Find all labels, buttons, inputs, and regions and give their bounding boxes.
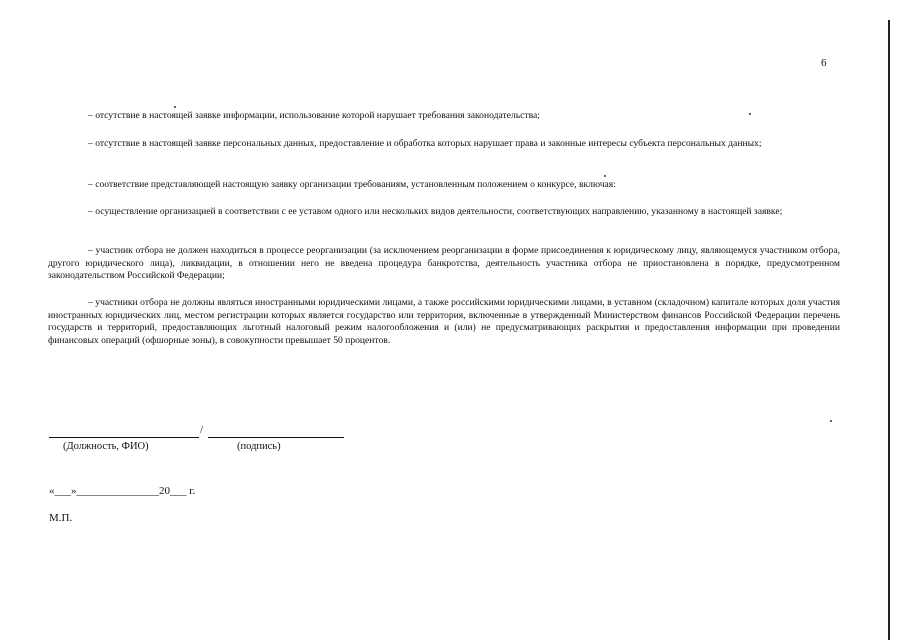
position-name-caption: (Должность, ФИО) <box>63 441 149 452</box>
paragraph-no-personal-data: – отсутствие в настоящей заявке персональных данных, предоставление и обработка которых нарушает права и законные интересы субъекта персональных данных; <box>88 138 762 149</box>
paragraph-compliance: – соответствие представляющей настоящую заявку организации требованиям, установленным положением о конкурсе, включая: <box>88 179 616 190</box>
paragraph-no-foreign-entities: – участники отбора не должны являться иностранными юридическими лицами, а также российскими юридическими лицами, в уставном (складочном) капитале которых доля участия иностранных юридических лиц, местом регистрации которых является государство или территория, включенные в утвержденный Министерством финансов Российской Федерации перечень государств и территорий, предоставляющих льготный налоговый режим налогообложения и (или) не предусматривающих раскрытия и предоставления информации при проведении финансовых операций (офшорные зоны), в совокупности превышает 50 процентов. <box>48 297 840 346</box>
paragraph-activity-types: – осуществление организацией в соответствии с ее уставом одного или нескольких видов деятельности, соответствующих направлению, указанному в настоящей заявке; <box>88 206 783 217</box>
page-number: 6 <box>821 57 827 69</box>
paragraph-no-reorganization: – участник отбора не должен находиться в процессе реорганизации (за исключением реорганизации в форме присоединения к юридическому лицу, являющемуся участником отбора, другого юридического лица), ликвидации, в отношении него не введена процедура банкротства, деятельность участника отбора не приостановлена в порядке, предусмотренном законодательством Российской Федерации; <box>48 245 840 282</box>
scan-speck <box>749 113 751 115</box>
scan-edge-line <box>888 20 890 640</box>
signature-line <box>208 437 344 438</box>
scan-speck <box>604 175 606 177</box>
position-name-line <box>49 437 199 438</box>
date-field: «___»_______________20___ г. <box>49 485 196 497</box>
paragraph-no-prohibited-info: – отсутствие в настоящей заявке информации, использование которой нарушает требования законодательства; <box>88 110 540 121</box>
scan-speck <box>174 106 176 108</box>
signature-caption: (подпись) <box>237 441 281 452</box>
signature-separator: / <box>200 424 204 436</box>
scan-speck <box>830 420 832 422</box>
stamp-placeholder: М.П. <box>49 512 73 524</box>
